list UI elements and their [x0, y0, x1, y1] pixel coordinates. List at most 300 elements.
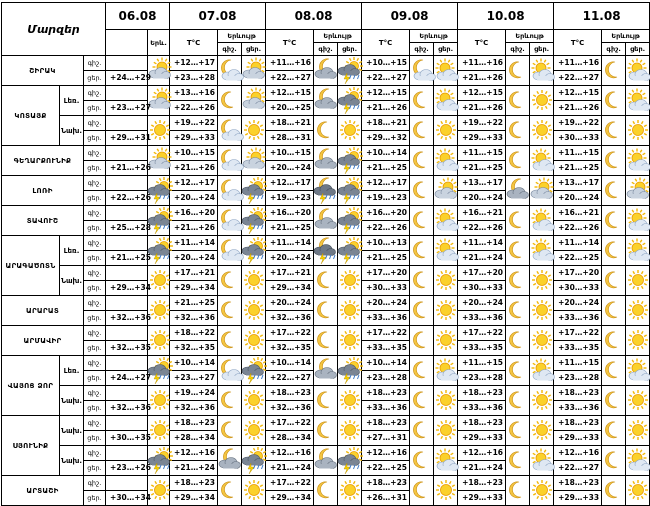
day-weather-icon [242, 86, 266, 116]
temp-day: +19…+23 [266, 191, 314, 206]
day-label: ցեր. [84, 341, 106, 356]
date-2: 08.08 [266, 3, 362, 30]
temp-day: +29…+33 [458, 491, 506, 506]
temp-night: +19…+22 [170, 116, 218, 131]
day-weather-icon [530, 266, 554, 296]
temp-night: +16…+20 [362, 206, 410, 221]
night-weather-icon [410, 326, 434, 356]
night-weather-icon [218, 146, 242, 176]
day-label: ցեր. [84, 131, 106, 146]
day-weather-icon [626, 206, 650, 236]
day-weather-icon [626, 446, 650, 476]
day-weather-icon [530, 56, 554, 86]
sub-region-label: Նախ. [60, 386, 84, 416]
night-weather-icon [602, 476, 626, 506]
temp-night: +11…+16 [554, 56, 602, 71]
temp-night: +18…+21 [362, 116, 410, 131]
table-row [2, 236, 650, 251]
temp-night: +21…+25 [170, 296, 218, 311]
day4-temp-header: T°C [458, 30, 506, 56]
temp-day: +29…+32 [362, 131, 410, 146]
night-weather-icon [506, 266, 530, 296]
temp-night: +11…+15 [554, 146, 602, 161]
night-weather-icon [218, 236, 242, 266]
day-weather-icon [434, 326, 458, 356]
day-weather-icon [626, 176, 650, 206]
day-label: ցեր. [438, 45, 454, 53]
temp-day: +23…+26 [106, 461, 148, 476]
night-weather-icon [218, 176, 242, 206]
day-weather-icon [626, 416, 650, 446]
night-weather-icon [506, 446, 530, 476]
temp-night: +10…+13 [362, 236, 410, 251]
day-weather-icon [626, 386, 650, 416]
day-weather-icon [530, 386, 554, 416]
night-weather-icon [314, 176, 338, 206]
forecast-body [2, 56, 650, 506]
temp-night: +18…+23 [554, 416, 602, 431]
night-weather-icon [314, 146, 338, 176]
temp-day: +20…+24 [266, 161, 314, 176]
temp-night: +10…+14 [362, 356, 410, 371]
day-weather-icon [338, 356, 362, 386]
night-weather-icon [410, 56, 434, 86]
temp-night: +12…+17 [362, 176, 410, 191]
day0-phen-header: Երև. [148, 30, 170, 56]
night-weather-icon [602, 356, 626, 386]
day-weather-icon [242, 176, 266, 206]
table-row [2, 116, 650, 131]
temp-night [106, 236, 148, 251]
table-row [2, 416, 650, 431]
temp-day: +20…+24 [170, 251, 218, 266]
day-weather-icon [338, 446, 362, 476]
night-weather-icon [410, 386, 434, 416]
day3-phen-header [410, 30, 458, 56]
temp-day: +20…+24 [554, 191, 602, 206]
temp-night: +12…+16 [266, 446, 314, 461]
night-weather-icon [314, 416, 338, 446]
sub-region-label: Լեռ. [60, 236, 84, 266]
temp-day: +21…+24 [170, 461, 218, 476]
night-weather-icon [218, 416, 242, 446]
temp-day: +23…+27 [106, 101, 148, 116]
day-weather-icon [434, 446, 458, 476]
night-label: գիշ. [84, 476, 106, 491]
forecast-wrapper [1, 2, 650, 506]
temp-day: +29…+33 [554, 431, 602, 446]
day-label: ցեր. [84, 101, 106, 116]
night-weather-icon [218, 266, 242, 296]
temp-day: +29…+33 [458, 131, 506, 146]
temp-night: +12…+17 [170, 56, 218, 71]
temp-night: +13…+17 [458, 176, 506, 191]
night-label: գիշ. [84, 326, 106, 341]
temp-night: +18…+23 [170, 476, 218, 491]
night-label: գիշ. [506, 43, 530, 55]
day-weather-icon [626, 296, 650, 326]
day-weather-icon [530, 116, 554, 146]
night-weather-icon [218, 446, 242, 476]
temp-night: +11…+15 [554, 356, 602, 371]
table-row [2, 266, 650, 281]
temp-day: +32…+36 [170, 311, 218, 326]
temp-day: +28…+34 [266, 431, 314, 446]
temp-night [106, 206, 148, 221]
day-weather-icon [626, 86, 650, 116]
region-name: ԱՐԱԳԱԾՈՏՆ [2, 236, 60, 296]
night-weather-icon [314, 56, 338, 86]
region-name: ԱՐՄԱՎԻՐ [2, 326, 84, 356]
table-row [2, 356, 650, 371]
night-weather-icon [410, 116, 434, 146]
temp-night: +18…+23 [458, 476, 506, 491]
temp-night: +19…+22 [458, 116, 506, 131]
temp-day: +32…+35 [106, 341, 148, 356]
temp-day: +21…+25 [106, 251, 148, 266]
temp-night: +10…+15 [170, 146, 218, 161]
day-weather-icon [242, 146, 266, 176]
temp-night: +18…+22 [170, 326, 218, 341]
night-weather-icon [602, 56, 626, 86]
night-weather-icon [506, 86, 530, 116]
day-weather-icon [338, 56, 362, 86]
temp-day: +30…+33 [554, 131, 602, 146]
night-weather-icon [314, 446, 338, 476]
day2-phen-header [314, 30, 362, 56]
night-weather-icon [506, 146, 530, 176]
night-weather-icon [410, 206, 434, 236]
temp-day: +22…+27 [554, 461, 602, 476]
temp-day: +33…+36 [554, 311, 602, 326]
temp-night: +12…+15 [266, 86, 314, 101]
temp-day: +22…+26 [362, 221, 410, 236]
temp-night: +16…+21 [458, 206, 506, 221]
day-weather-icon [626, 266, 650, 296]
temp-night: +17…+20 [458, 266, 506, 281]
region-name: ՍՅՈՒՆԻՔ [2, 416, 60, 476]
temp-night: +20…+24 [554, 296, 602, 311]
temp-day: +30…+33 [554, 281, 602, 296]
temp-day: +21…+26 [458, 101, 506, 116]
temp-day: +23…+28 [458, 371, 506, 386]
phen-label: Երևույթ [410, 30, 457, 43]
night-weather-icon [506, 176, 530, 206]
night-weather-icon [410, 296, 434, 326]
temp-day: +21…+24 [458, 461, 506, 476]
night-weather-icon [218, 386, 242, 416]
temp-night [106, 116, 148, 131]
table-row [2, 386, 650, 401]
night-weather-icon [314, 236, 338, 266]
temp-day: +32…+36 [266, 311, 314, 326]
date-1: 07.08 [170, 3, 266, 30]
day-weather-icon [434, 116, 458, 146]
night-label: գիշ. [84, 86, 106, 101]
temp-night [106, 356, 148, 371]
night-weather-icon [218, 476, 242, 506]
temp-night: +18…+23 [554, 386, 602, 401]
day-weather-icon [242, 206, 266, 236]
temp-day: +33…+36 [362, 401, 410, 416]
night-weather-icon [314, 206, 338, 236]
day-weather-icon [434, 416, 458, 446]
forecast-table [1, 2, 650, 506]
day-weather-icon [530, 416, 554, 446]
day-weather-icon [530, 206, 554, 236]
temp-day: +33…+35 [554, 341, 602, 356]
temp-day: +32…+36 [106, 311, 148, 326]
night-weather-icon [410, 446, 434, 476]
day-label: ցեր. [84, 491, 106, 506]
temp-day: +33…+36 [458, 401, 506, 416]
day-label: ցեր. [246, 45, 262, 53]
temp-night: +10…+14 [362, 146, 410, 161]
phen-label: Երևույթ [602, 30, 649, 43]
night-label: գիշ. [218, 43, 242, 55]
day-weather-icon [434, 236, 458, 266]
sub-region-label: Լեռ. [60, 86, 84, 116]
temp-night: +11…+14 [266, 236, 314, 251]
temp-night: +18…+23 [266, 386, 314, 401]
temp-day: +21…+25 [554, 161, 602, 176]
temp-day: +33…+36 [362, 311, 410, 326]
day-weather-icon [626, 356, 650, 386]
night-weather-icon [218, 56, 242, 86]
night-label: գիշ. [602, 43, 626, 55]
sub-region-label: Նախ. [60, 446, 84, 476]
day-weather-icon [434, 56, 458, 86]
day-label: ցեր. [84, 371, 106, 386]
region-name: ԼՈՌԻ [2, 176, 84, 206]
day-weather-icon [338, 146, 362, 176]
temp-day: +22…+26 [554, 221, 602, 236]
temp-day: +19…+23 [362, 191, 410, 206]
night-label: գիշ. [84, 386, 106, 401]
day4-phen-header [506, 30, 554, 56]
night-label: գիշ. [84, 56, 106, 71]
night-weather-icon [218, 356, 242, 386]
night-weather-icon [506, 416, 530, 446]
night-weather-icon [410, 416, 434, 446]
night-weather-icon [314, 116, 338, 146]
day-weather-icon [626, 236, 650, 266]
day-weather-icon [434, 146, 458, 176]
temp-night: +12…+15 [458, 86, 506, 101]
day5-phen-header [602, 30, 650, 56]
temp-day: +32…+35 [170, 341, 218, 356]
temp-night: +20…+24 [266, 296, 314, 311]
temp-day: +29…+31 [106, 131, 148, 146]
phen-label: Երևույթ [506, 30, 553, 43]
day-weather-icon [338, 476, 362, 506]
temp-day: +22…+27 [266, 371, 314, 386]
temp-day: +29…+33 [170, 131, 218, 146]
temp-night: +17…+22 [266, 326, 314, 341]
day-weather-icon [338, 326, 362, 356]
night-weather-icon [314, 266, 338, 296]
day-label: ցեր. [84, 281, 106, 296]
day-weather-icon [626, 476, 650, 506]
day-weather-icon [338, 86, 362, 116]
day-label: ցեր. [84, 461, 106, 476]
night-weather-icon [410, 356, 434, 386]
day-label: ցեր. [84, 191, 106, 206]
day-weather-icon [626, 146, 650, 176]
night-weather-icon [506, 236, 530, 266]
night-weather-icon [506, 296, 530, 326]
sub-region-label: Լեռ. [60, 356, 84, 386]
day-weather-icon [530, 326, 554, 356]
temp-day: +28…+31 [266, 131, 314, 146]
temp-day: +32…+35 [266, 341, 314, 356]
day-weather-icon [242, 56, 266, 86]
night-label: գիշ. [84, 206, 106, 221]
day-weather-icon [242, 266, 266, 296]
night-weather-icon [314, 326, 338, 356]
regions-header: Մարզեր [2, 3, 106, 56]
temp-night: +10…+14 [266, 356, 314, 371]
temp-night: +10…+15 [266, 146, 314, 161]
temp-day: +30…+34 [106, 491, 148, 506]
night-label: գիշ. [84, 146, 106, 161]
temp-day: +30…+35 [106, 431, 148, 446]
day-label: ցեր. [84, 71, 106, 86]
temp-night: +13…+17 [554, 176, 602, 191]
night-weather-icon [506, 356, 530, 386]
temp-night: +11…+14 [458, 236, 506, 251]
temp-day: +21…+25 [362, 161, 410, 176]
day-weather-icon [530, 176, 554, 206]
temp-day: +20…+25 [266, 101, 314, 116]
temp-night: +12…+16 [170, 446, 218, 461]
day-label: ցեր. [84, 431, 106, 446]
day2-temp-header: T°C [266, 30, 314, 56]
day-weather-icon [242, 416, 266, 446]
temp-night: +11…+15 [458, 146, 506, 161]
day-label: ցեր. [342, 45, 358, 53]
table-row [2, 176, 650, 191]
temp-night: +17…+22 [554, 326, 602, 341]
day-weather-icon [530, 86, 554, 116]
day0-temp-header [106, 30, 148, 56]
temp-day: +21…+25 [458, 161, 506, 176]
temp-day: +21…+26 [554, 101, 602, 116]
temp-day: +22…+25 [554, 251, 602, 266]
temp-night: +17…+22 [362, 326, 410, 341]
day-weather-icon [338, 116, 362, 146]
temp-night: +11…+14 [554, 236, 602, 251]
temp-night: +18…+23 [554, 476, 602, 491]
night-weather-icon [602, 326, 626, 356]
day-weather-icon [338, 236, 362, 266]
temp-day: +26…+31 [362, 491, 410, 506]
temp-day: +20…+24 [266, 251, 314, 266]
temp-night: +16…+20 [170, 206, 218, 221]
temp-day: +30…+33 [362, 281, 410, 296]
temp-night: +18…+23 [458, 416, 506, 431]
temp-day: +25…+28 [106, 221, 148, 236]
night-weather-icon [410, 266, 434, 296]
day3-temp-header: T°C [362, 30, 410, 56]
temp-day: +29…+34 [266, 281, 314, 296]
phen-label: Երևույթ [218, 30, 265, 43]
temp-night: +11…+15 [458, 356, 506, 371]
temp-night: +20…+24 [458, 296, 506, 311]
temp-night: +17…+20 [362, 266, 410, 281]
temp-night [106, 86, 148, 101]
day-weather-icon [242, 446, 266, 476]
temp-night: +12…+16 [554, 446, 602, 461]
temp-night: +19…+24 [170, 386, 218, 401]
day-label: ցեր. [84, 401, 106, 416]
night-weather-icon [314, 356, 338, 386]
night-label: գիշ. [84, 236, 106, 251]
temp-day: +22…+27 [266, 71, 314, 86]
region-name: ԱՐԱՐԱՏ [2, 296, 84, 326]
temp-day: +21…+26 [170, 221, 218, 236]
temp-day: +32…+36 [106, 401, 148, 416]
night-weather-icon [410, 86, 434, 116]
night-label: գիշ. [410, 43, 434, 55]
night-label: գիշ. [84, 446, 106, 461]
region-name: ՎԱՅՈՑ ՁՈՐ [2, 356, 60, 416]
temp-night: +17…+22 [266, 476, 314, 491]
table-row [2, 146, 650, 161]
day-weather-icon [434, 356, 458, 386]
temp-night: +17…+20 [554, 266, 602, 281]
day-weather-icon [242, 116, 266, 146]
day1-phen-header [218, 30, 266, 56]
temp-day: +22…+27 [362, 71, 410, 86]
temp-day: +23…+28 [170, 71, 218, 86]
night-weather-icon [410, 146, 434, 176]
day-label: ցեր. [84, 311, 106, 326]
day-label: ցեր. [534, 45, 550, 53]
temp-day: +22…+26 [106, 191, 148, 206]
night-weather-icon [602, 446, 626, 476]
temp-day: +29…+34 [266, 491, 314, 506]
date-5: 11.08 [554, 3, 650, 30]
night-weather-icon [506, 56, 530, 86]
temp-night [106, 446, 148, 461]
temp-night: +11…+16 [266, 56, 314, 71]
table-row [2, 86, 650, 101]
temp-night: +17…+21 [170, 266, 218, 281]
day-weather-icon [242, 476, 266, 506]
temp-night: +19…+22 [554, 116, 602, 131]
night-weather-icon [410, 476, 434, 506]
temp-night: +17…+21 [266, 266, 314, 281]
day-weather-icon [530, 476, 554, 506]
temp-day: +20…+24 [458, 191, 506, 206]
night-label: գիշ. [84, 296, 106, 311]
night-weather-icon [410, 176, 434, 206]
night-label: գիշ. [84, 266, 106, 281]
temp-day: +21…+26 [458, 71, 506, 86]
temp-day: +21…+24 [458, 251, 506, 266]
day-weather-icon [434, 266, 458, 296]
day-weather-icon [338, 386, 362, 416]
night-weather-icon [602, 416, 626, 446]
day-label: ցեր. [84, 221, 106, 236]
temp-day: +23…+28 [554, 371, 602, 386]
day-weather-icon [530, 296, 554, 326]
temp-day: +29…+33 [458, 431, 506, 446]
day-weather-icon [626, 56, 650, 86]
temp-night [106, 416, 148, 431]
temp-night [106, 476, 148, 491]
